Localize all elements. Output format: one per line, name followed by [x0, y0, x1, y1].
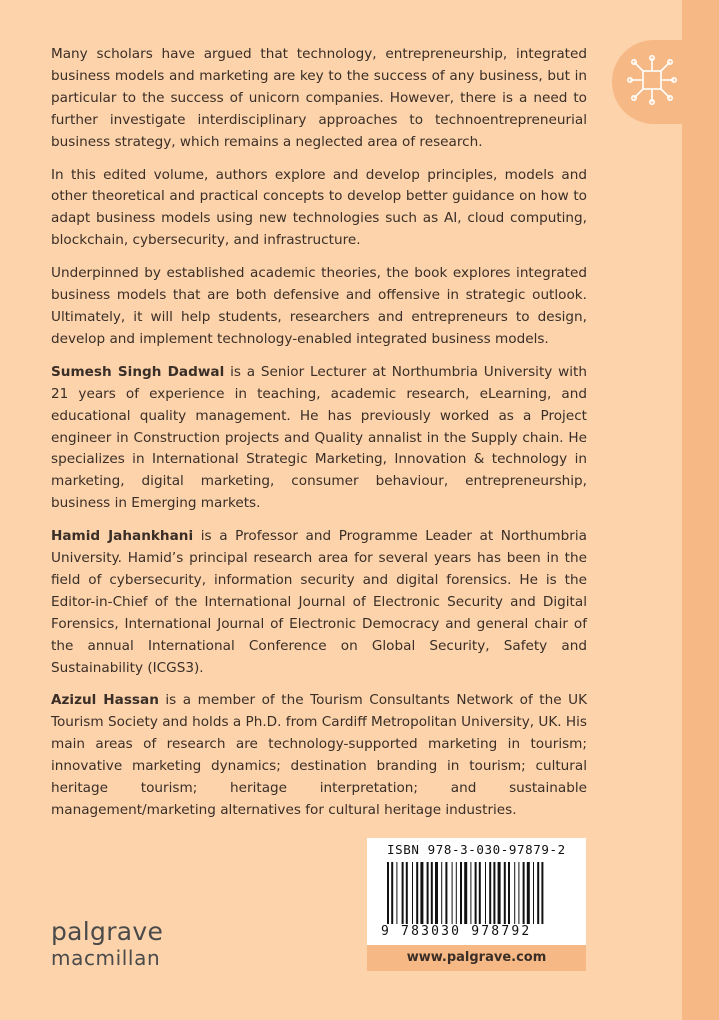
network-node-icon [622, 50, 682, 110]
author-bio-text: is a Professor and Programme Leader at Northumbria University. Hamid’s principal research area for several years has been in the field of cybersecurity, information security and digital forensics. He is the Editor-in-Chief of the International Journal of Electronic Security and Digital Forensics, International Journal of Electronic Democracy and general chair of the annual International Conference on Global Security, Safety and Sustainability (ICGS3). [51, 528, 587, 676]
back-cover-text [51, 44, 587, 833]
isbn-number: ISBN 978-3-030-97879-2 [387, 842, 566, 857]
author-bio-text: is a Senior Lecturer at Northumbria University with 21 years of experience in teaching, academic research, eLearning, and educational quality management. He has previously worked as a Project engineer in Construction projects and Quality annalist in the Supply chain. He specializes in International Strategic Marketing, Innovation & technology in marketing, digital marketing, consumer behaviour, entrepreneurship, business in Emerging markets. [51, 363, 588, 512]
author-bio-jahankhani [51, 526, 587, 679]
author-name: Hamid Jahankhani [51, 528, 194, 545]
blurb-paragraph-1: Many scholars have argued that technology, entrepreneurship, integrated business models and marketing are key to the success of any business, but in particular to the success of unicorn companies. However, there is a need to further investigate interdisciplinary approaches to technoentrepreneurial business strategy, which remains a neglected area of research. [51, 46, 587, 150]
publisher-website[interactable]: www.palgrave.com [367, 945, 586, 971]
blurb-paragraph-2: In this edited volume, authors explore and develop principles, models and other theoretical and practical concepts to develop better guidance on how to adapt business models using new technologies such as AI, cloud computing, blockchain, cybersecurity, and infrastructure. [51, 166, 587, 249]
spine-strip [682, 0, 719, 1020]
author-name: Azizul Hassan [51, 692, 159, 709]
publisher-name-line2: macmillan [51, 946, 161, 970]
author-name: Sumesh Singh Dadwal [51, 363, 225, 380]
ean-number: 9 783030 978792 [381, 924, 532, 939]
publisher-name-line1: palgrave [51, 917, 164, 946]
publisher-logo [51, 918, 163, 970]
series-logo-tab [612, 40, 719, 124]
author-bio-text: is a member of the Tourism Consultants Network of the UK Tourism Society and holds a Ph.D. from Cardiff Metropolitan University, UK. His main areas of research are technology-supported marketing in tourism; innovative marketing dynamics; destination branding in tourism; cultural heritage tourism; heritage interpretation; and sustainable management/marketing alternatives for cultural heritage industries. [51, 692, 587, 818]
barcode-box [367, 838, 586, 971]
author-bio-dadwal [51, 362, 587, 515]
author-bio-hassan [51, 690, 587, 821]
blurb-paragraph-3: Underpinned by established academic theories, the book explores integrated business models that are both defensive and offensive in strategic outlook. Ultimately, it will help students, researchers and entrepreneurs to design, develop and implement technology-enabled integrated business models. [51, 265, 587, 347]
barcode-bars [387, 862, 567, 924]
